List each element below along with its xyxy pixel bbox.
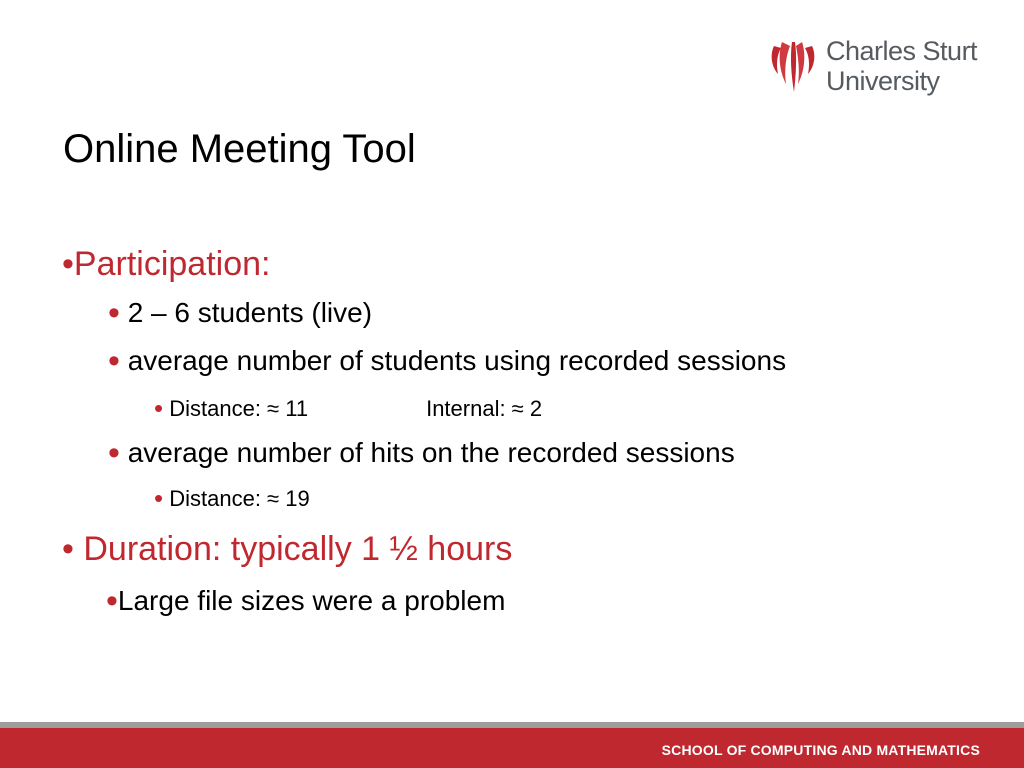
students-live-text: 2 – 6 students (live) <box>127 297 373 328</box>
bullet-average-recorded <box>108 344 786 378</box>
bullet-dot: • <box>106 582 118 620</box>
average-hits-text: average number of hits on the recorded sessions <box>127 437 735 468</box>
bullet-dot: • <box>108 434 120 472</box>
bullet-students-live <box>108 296 372 330</box>
bullet-distance-internal <box>154 394 542 423</box>
duration-text: Duration: typically 1 ½ hours <box>83 530 513 568</box>
bullet-dot: • <box>108 294 120 332</box>
logo-wordmark <box>826 36 977 96</box>
bullet-dot: • <box>62 245 74 283</box>
logo-line-2: University <box>826 66 940 96</box>
distance-recorded-text: Distance: ≈ 11 <box>169 396 309 421</box>
average-recorded-text: average number of students using recorded sessions <box>127 345 787 376</box>
footer-bar <box>0 728 1024 768</box>
university-logo <box>768 36 988 96</box>
internal-recorded-text: Internal: ≈ 2 <box>426 396 543 421</box>
bullet-participation <box>62 244 270 284</box>
bullet-dot: • <box>62 530 74 568</box>
large-files-text: Large file sizes were a problem <box>117 585 506 616</box>
bullet-average-hits <box>108 436 735 470</box>
distance-hits-text: Distance: ≈ 19 <box>169 486 310 511</box>
bullet-distance-hits <box>154 484 310 513</box>
bullet-dot: • <box>154 483 164 513</box>
participation-label: Participation: <box>73 245 271 283</box>
bullet-dot: • <box>108 342 120 380</box>
slide-title: Online Meeting Tool <box>63 127 416 171</box>
flame-logo-icon <box>768 40 818 96</box>
school-name: SCHOOL OF COMPUTING AND MATHEMATICS <box>661 742 980 758</box>
bullet-dot: • <box>154 393 164 423</box>
logo-line-1: Charles Sturt <box>826 36 978 66</box>
bullet-duration <box>62 529 512 569</box>
bullet-large-files <box>106 584 505 618</box>
